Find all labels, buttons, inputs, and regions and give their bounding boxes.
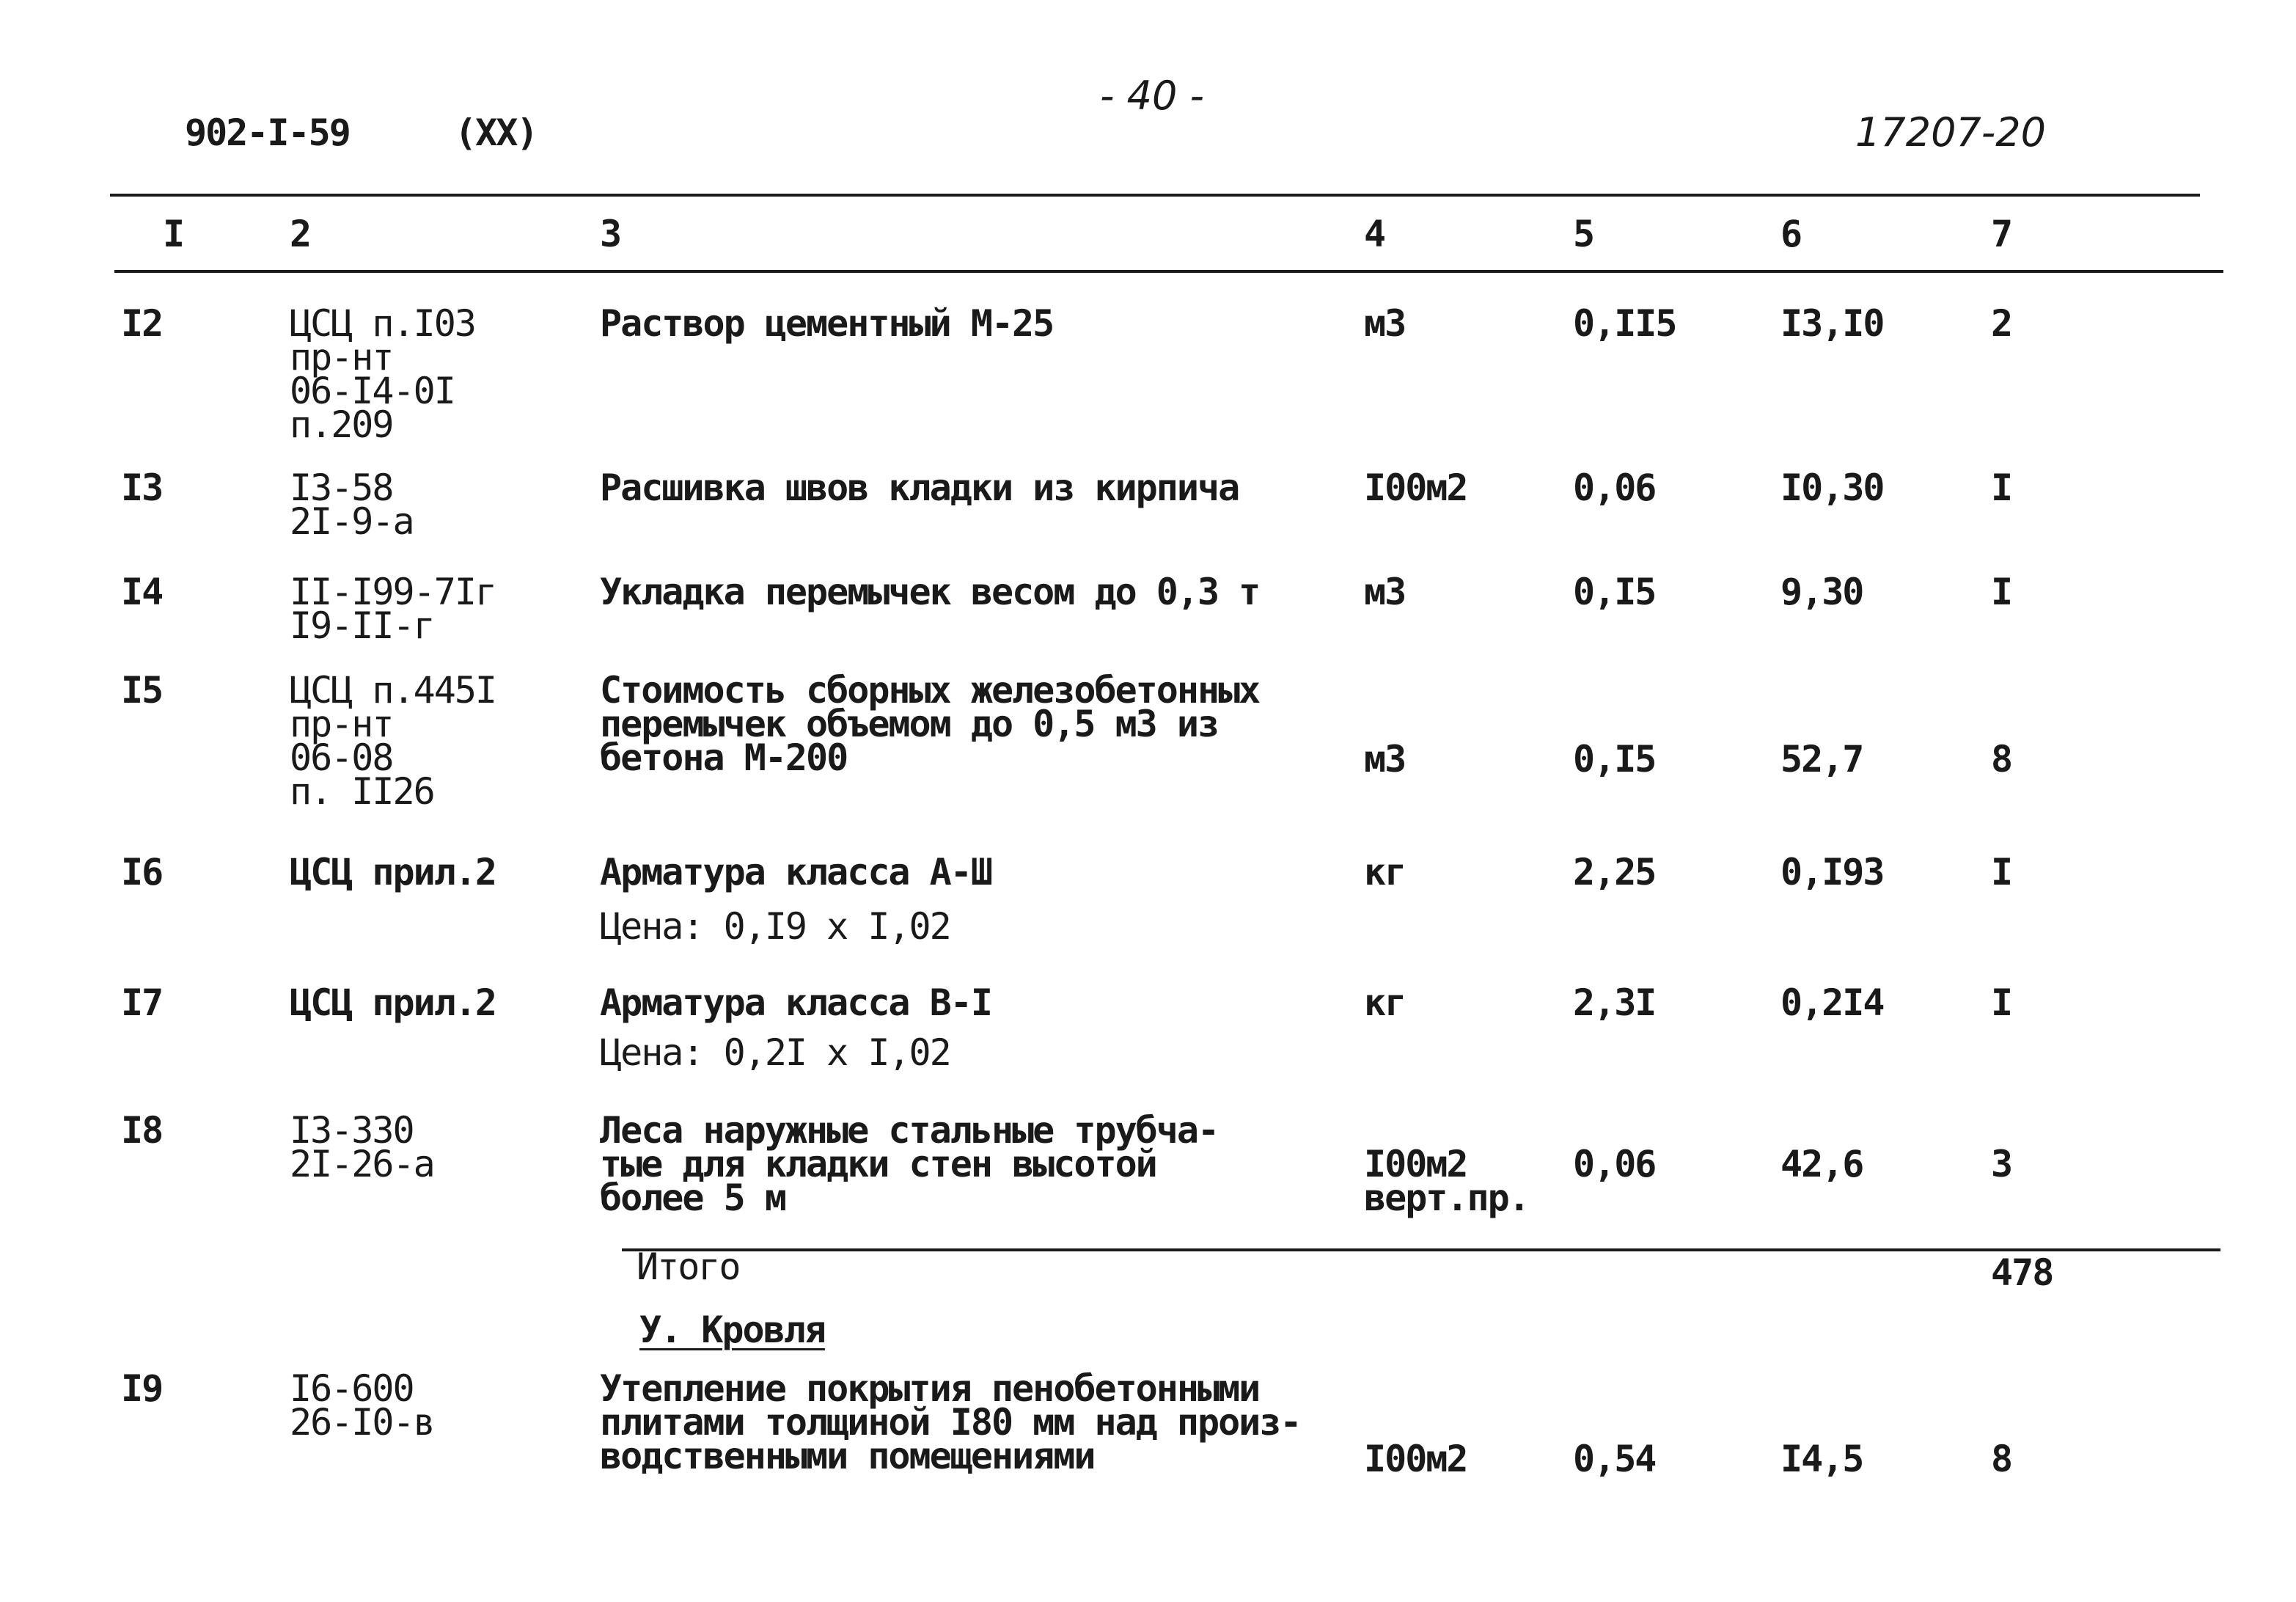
row-unit: I00м2 <box>1364 467 1467 509</box>
row-cost: I <box>1991 571 2012 613</box>
row-cost: I <box>1991 467 2012 509</box>
row-name: Укладка перемычек весом до 0,3 т <box>600 571 1260 613</box>
row-cost: 8 <box>1991 738 2012 780</box>
header-rule <box>114 270 2223 273</box>
row-quantity: 0,I5 <box>1573 738 1656 780</box>
row-code: ЦСЦ п.I03 пр-нт 06-I4-0I п.209 <box>290 302 475 446</box>
row-quantity: 0,06 <box>1573 467 1656 509</box>
row-code: I6-600 26-I0-в <box>290 1367 434 1444</box>
row-cost: 8 <box>1991 1438 2012 1480</box>
row-code: II-I99-7Iг I9-II-г <box>290 571 496 647</box>
row-price: 42,6 <box>1780 1143 1863 1185</box>
row-name: Утепление покрытия пенобетонными плитами толщиной I80 мм над произ- водственными помещениями <box>600 1367 1301 1477</box>
row-cost: I <box>1991 851 2012 893</box>
row-number: I7 <box>121 981 163 1024</box>
row-name: Расшивка швов кладки из кирпича <box>600 467 1239 509</box>
total-value: 478 <box>1991 1251 2053 1294</box>
row-unit: кг <box>1364 851 1406 893</box>
row-name: Раствор цементный М-25 <box>600 302 1054 345</box>
row-name: Арматура класса А-Ш <box>600 851 991 893</box>
top-rule <box>110 194 2200 197</box>
row-price: I3,I0 <box>1780 302 1884 345</box>
column-header-2: 2 <box>290 213 311 255</box>
row-price: I0,30 <box>1780 467 1884 509</box>
row-quantity: 0,54 <box>1573 1438 1656 1480</box>
row-price: 0,2I4 <box>1780 981 1884 1024</box>
row-quantity: 0,06 <box>1573 1143 1656 1185</box>
row-number: I4 <box>121 571 163 613</box>
row-code: ЦСЦ п.445I пр-нт 06-08 п. II26 <box>290 669 496 813</box>
series-label: (XX) <box>455 111 538 154</box>
row-price: 52,7 <box>1780 738 1863 780</box>
row-name: Леса наружные стальные трубча- тые для кладки стен высотой более 5 м <box>600 1109 1219 1219</box>
total-label: Итого <box>637 1246 740 1288</box>
row-quantity: 2,25 <box>1573 851 1656 893</box>
row-unit: кг <box>1364 981 1406 1024</box>
row-code: I3-58 2I-9-а <box>290 467 414 543</box>
row-unit: м3 <box>1364 302 1406 345</box>
row-number: I6 <box>121 851 163 893</box>
page-number: - 40 - <box>1100 73 1205 119</box>
row-cost: I <box>1991 981 2012 1024</box>
row-quantity: 2,3I <box>1573 981 1656 1024</box>
row-cost: 3 <box>1991 1143 2012 1185</box>
column-header-6: 6 <box>1780 213 1802 255</box>
row-code: ЦСЦ прил.2 <box>290 851 496 893</box>
row-code: ЦСЦ прил.2 <box>290 981 496 1024</box>
row-price-note: Цена: 0,I9 х I,02 <box>600 905 950 948</box>
row-name: Арматура класса В-I <box>600 981 991 1024</box>
column-header-5: 5 <box>1573 213 1594 255</box>
row-code: I3-330 2I-26-а <box>290 1109 434 1185</box>
row-price: 0,I93 <box>1780 851 1884 893</box>
row-name: Стоимость сборных железобетонных перемычек объемом до 0,5 м3 из бетона М-200 <box>600 669 1260 779</box>
total-rule <box>622 1248 2220 1251</box>
row-price-note: Цена: 0,2I х I,02 <box>600 1031 950 1074</box>
archive-number: 17207-20 <box>1855 109 2046 156</box>
row-number: I8 <box>121 1109 163 1152</box>
section-title: У. Кровля <box>639 1309 825 1351</box>
row-number: I3 <box>121 467 163 509</box>
row-price: 9,30 <box>1780 571 1863 613</box>
row-unit: I00м2 <box>1364 1438 1467 1480</box>
column-header-7: 7 <box>1991 213 2012 255</box>
row-quantity: 0,I5 <box>1573 571 1656 613</box>
column-header-4: 4 <box>1364 213 1385 255</box>
row-cost: 2 <box>1991 302 2012 345</box>
column-header-3: 3 <box>600 213 621 255</box>
row-number: I9 <box>121 1367 163 1410</box>
row-unit: м3 <box>1364 571 1406 613</box>
row-number: I5 <box>121 669 163 712</box>
row-number: I2 <box>121 302 163 345</box>
row-quantity: 0,II5 <box>1573 302 1676 345</box>
column-header-1: I <box>163 213 184 255</box>
row-unit: I00м2 верт.пр. <box>1364 1143 1529 1219</box>
document-code: 902-I-59 <box>185 111 350 154</box>
row-unit: м3 <box>1364 738 1406 780</box>
row-price: I4,5 <box>1780 1438 1863 1480</box>
